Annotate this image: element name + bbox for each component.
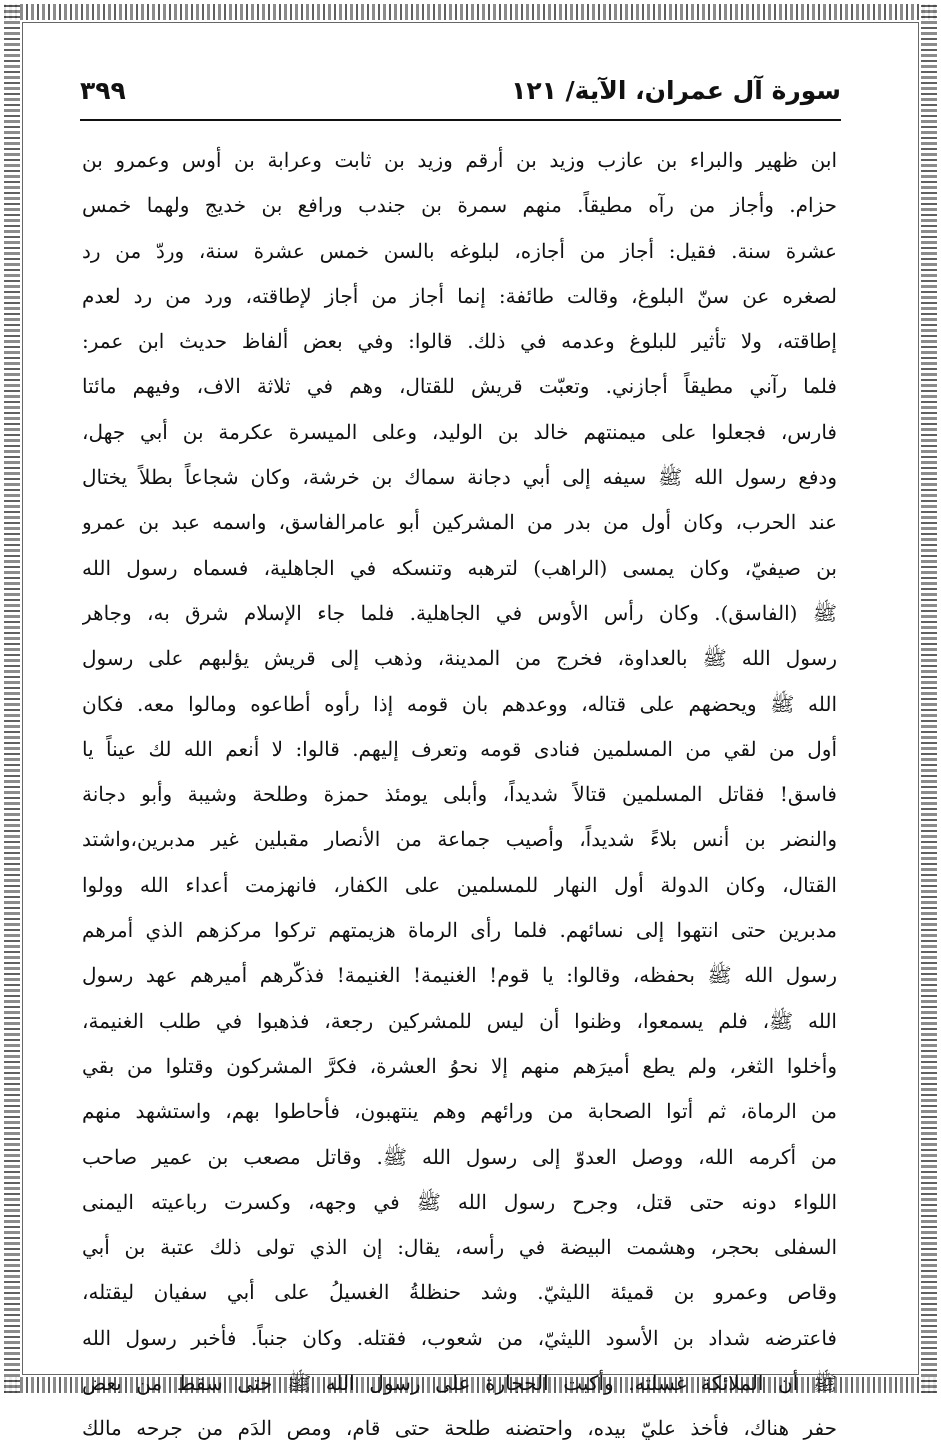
text-line: لصغره عن سنّ البلوغ، وقالت طائفة: إنما أجاز من أجاز لإطاقته، ورد من رد لعدم — [82, 283, 837, 308]
text-line: فلما رآني مطيقاً أجازني. وتعبّت قريش للقتال، وهم في ثلاثة الاف، وفيهم مائتا — [82, 374, 837, 399]
text-line: إطاقته، ولا تأثير للبلوغ وعدمه في ذلك. قالوا: وفي بعض ألفاظ حديث ابن عمر: — [82, 329, 837, 354]
text-line: والنضر بن أنس بلاءً شديداً، وأصيب جماعة من الأنصار مقبلين غير مدبرين،واشتد — [82, 827, 837, 852]
text-line: مدبرين حتى انتهوا إلى نسائهم. فلما رأى الرماة هزيمتهم تركوا مركزهم الذي أمرهم — [82, 918, 837, 943]
text-line: من أكرمه الله، ووصل العدوّ إلى رسول الله ﷺ. وقاتل مصعب بن عمير صاحب — [82, 1144, 837, 1169]
text-line: ﷺ (الفاسق). وكان رأس الأوس في الجاهلية. فلما جاء الإسلام شرق به، وجاهر — [82, 600, 837, 625]
text-line: فاعترضه شداد بن الأسود الليثيّ، من شعوب، فقتله. وكان جنباً. فأخبر رسول الله — [82, 1325, 837, 1350]
ornamental-border-top — [4, 4, 937, 20]
text-line: اللواء دونه حتى قتل، وجرح رسول الله ﷺ في وجهه، وكسرت رباعيته اليمنى — [82, 1189, 837, 1214]
text-line: من الرماة، ثم أتوا الصحابة من ورائهم وهم ينتهبون، فأحاطوا بهم، واستشهد منهم — [82, 1099, 837, 1124]
text-line: فارس، فجعلوا على ميمنتهم خالد بن الوليد، وعلى الميسرة عكرمة بن أبي جهل، — [82, 419, 837, 444]
text-line: ودفع رسول الله ﷺ سيفه إلى أبي دجانة سماك بن خرشة، وكان شجاعاً بطلاً يختال — [82, 465, 837, 490]
text-line: وأخلوا الثغر، ولم يطع أميرَهم منهم إلا نحوُ العشرة، فكرَّ المشركون وقتلوا من بقي — [82, 1053, 837, 1078]
text-line: وقاص وعمرو بن قميئة الليثيّ. وشد حنظلةُ الغسيلُ على أبي سفيان ليقتله، — [82, 1280, 837, 1305]
text-line: السفلى بحجر، وهشمت البيضة في رأسه، يقال: إن الذي تولى ذلك عتبة بن أبي — [82, 1235, 837, 1260]
ornamental-border-left — [4, 4, 20, 1393]
text-line: حزام. وأجاز من رآه مطيقاً. منهم سمرة بن جندب ورافع بن خديج ولهما خمس — [82, 193, 837, 218]
text-line: عند الحرب، وكان أول من بدر من المشركين أبو عامرالفاسق، واسمه عبد بن عمرو — [82, 510, 837, 535]
ornamental-border-right — [921, 4, 937, 1393]
text-line: رسول الله ﷺ بالعداوة، فخرج من المدينة، وذهب إلى قريش يؤلبهم على رسول — [82, 646, 837, 671]
text-line: رسول الله ﷺ بحفظه، وقالوا: يا قوم! الغنيمة! الغنيمة! فذكّرهم أميرهم عهد رسول — [82, 963, 837, 988]
body-text — [82, 138, 837, 1452]
text-line: الله ﷺ، فلم يسمعوا، وظنوا أن ليس للمشركين رجعة، فذهبوا في طلب الغنيمة، — [82, 1008, 837, 1033]
text-line: ابن ظهير والبراء بن عازب وزيد بن أرقم وزيد بن ثابت وعرابة بن أوس وعمرو بن — [82, 148, 837, 172]
text-line: الله ﷺ ويحضهم على قتاله، ووعدهم بان قومه إذا رأوه أطاعوه ومالوا معه. فكان — [82, 691, 837, 716]
text-line: حفر هناك، فأخذ عليّ بيده، واحتضنه طلحة حتى قام، ومص الدَم من جرحه مالك — [82, 1416, 837, 1441]
text-line: بن صيفيّ، وكان يمسى (الراهب) لترهبه وتنسكه في الجاهلية، فسماه رسول الله — [82, 555, 837, 580]
text-line: القتال، وكان الدولة أول النهار للمسلمين على الكفار، فانهزمت أعداء الله وولوا — [82, 872, 837, 897]
text-line: عشرة سنة. فقيل: أجاز من أجازه، لبلوغه بالسن خمس عشرة سنة، وردّ من رد — [82, 238, 837, 263]
header-divider — [80, 119, 841, 121]
page-header — [80, 68, 841, 112]
surah-title: سورة آل عمران، الآية/ ١٢١ — [511, 75, 841, 105]
text-line: أول من لقي من المسلمين فنادى قومه وتعرف إليهم. قالوا: لا أنعم الله لك عيناً يا — [82, 736, 837, 761]
page-number: ٣٩٩ — [80, 75, 126, 105]
text-line: ﷺ أن الملائكة غسلته. وأكبت الحجارة على رسول الله ﷺ حتى سقط من بعض — [82, 1371, 837, 1396]
text-line: فاسق! فقاتل المسلمين قتالاً شديداً، وأبلى يومئذ حمزة وطلحة وشيبة وأبو دجانة — [82, 782, 837, 807]
